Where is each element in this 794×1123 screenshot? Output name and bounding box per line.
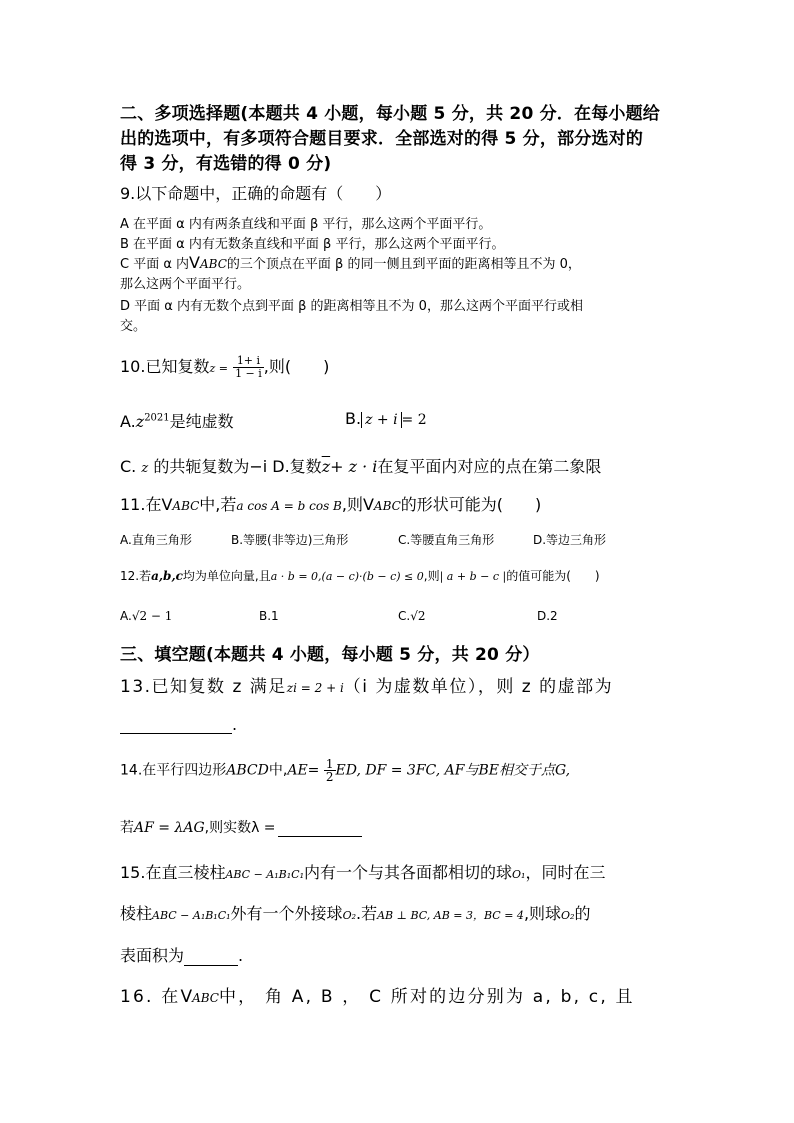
q10-b-label: B. bbox=[345, 409, 362, 428]
q11-abc2: ABC bbox=[373, 499, 401, 513]
q14-pre: 14.在平行四边形 bbox=[120, 762, 227, 779]
section3-heading: 三、填空题(本题共 4 小题，每小题 5 分，共 20 分） bbox=[120, 645, 540, 665]
q14-fraction-denominator: 2 bbox=[325, 770, 334, 784]
q11-option-b: B.等腰(非等边)三角形 bbox=[231, 533, 349, 547]
q13-post: （i 为虚数单位），则 z 的虚部为 bbox=[343, 677, 614, 697]
q9-option-c-line1 bbox=[120, 253, 581, 272]
q13-period: . bbox=[232, 715, 238, 734]
q10-options-cd bbox=[120, 454, 601, 477]
q10-fraction-numerator: 1+ i bbox=[233, 355, 264, 368]
q10-option-a bbox=[120, 409, 234, 432]
q15-o2-b: O₂ bbox=[561, 909, 575, 922]
q13-answer-blank[interactable] bbox=[120, 715, 232, 734]
q12-abs: | a + b − c | bbox=[439, 570, 507, 583]
q10-d-expr: + z · i bbox=[330, 457, 378, 476]
q15-condition-2: , AB = 3 bbox=[426, 909, 474, 922]
q14-fraction-numerator: 1 bbox=[325, 757, 334, 771]
q15-l2-pre: 棱柱 bbox=[120, 904, 153, 923]
q10-b-abs: z + i bbox=[361, 412, 401, 428]
q9-c-abc: ABC bbox=[200, 257, 227, 271]
q10-a-exponent: 2021 bbox=[144, 412, 170, 424]
q9-option-d-line2: 交。 bbox=[120, 319, 147, 334]
q11-mid1: 中,若 bbox=[199, 495, 237, 514]
q12-condition: a · b = 0,(a − c)·(b − c) ≤ 0 bbox=[270, 570, 424, 583]
q15-l2-prism: ABC − A₁B₁C₁ bbox=[152, 909, 231, 922]
q15-line3 bbox=[120, 943, 243, 966]
q12-c-value: √2 bbox=[410, 609, 426, 623]
q12-mid2: ,则 bbox=[423, 569, 440, 583]
q9-c-post: 的三个顶点在平面 β 的同一侧且到平面的距离相等且不为 0， bbox=[226, 257, 581, 272]
q10-fraction bbox=[233, 355, 264, 380]
q15-l3-pre: 表面积为 bbox=[120, 946, 185, 965]
q10-c-text: 的共轭复数为−i bbox=[153, 457, 268, 476]
q14-eq: = bbox=[307, 762, 320, 779]
q15-l2-then: ,则球 bbox=[523, 904, 562, 923]
section2-heading-line2: 出的选项中，有多项符合题目要求．全部选对的得 5 分，部分选对的 bbox=[120, 129, 644, 149]
q13-line2 bbox=[120, 715, 237, 734]
q11-option-d: D.等边三角形 bbox=[533, 533, 607, 547]
q15-condition-3: ，BC = 4 bbox=[473, 909, 524, 922]
q15-line1 bbox=[120, 860, 605, 883]
q10-d-label: D.复数 bbox=[272, 457, 322, 476]
triangle-symbol: V bbox=[161, 495, 173, 514]
q10-fraction-denominator: 1 − i bbox=[235, 367, 262, 380]
q12-stem bbox=[120, 567, 600, 584]
q16-line1 bbox=[120, 982, 635, 1007]
q16-pre: 16. 在 bbox=[120, 987, 181, 1007]
q15-o1: O₁ bbox=[512, 868, 526, 881]
triangle-symbol: V bbox=[189, 253, 200, 272]
q12-mid1: 均为单位向量,且 bbox=[182, 569, 271, 583]
q11-mid2: ,则 bbox=[341, 495, 363, 514]
q10-d-text: 在复平面内对应的点在第二象限 bbox=[377, 457, 602, 476]
q16-abc: ABC bbox=[192, 991, 219, 1005]
q14-line1 bbox=[120, 758, 570, 783]
q12-a-value: √2 − 1 bbox=[131, 609, 173, 623]
q11-pre: 11.在 bbox=[120, 495, 162, 514]
q15-l1-end: ，同时在三 bbox=[525, 863, 606, 882]
q15-o2: O₂ bbox=[342, 909, 356, 922]
q9-c-pre: C 平面 α 内 bbox=[120, 257, 190, 272]
q13-pre: 13.已知复数 z 满足 bbox=[120, 677, 287, 697]
q13-line1 bbox=[120, 672, 613, 697]
q10-option-b bbox=[345, 409, 427, 428]
q15-l2-if: .若 bbox=[356, 904, 378, 923]
triangle-symbol: V bbox=[362, 495, 374, 514]
q15-l3-post: . bbox=[238, 946, 244, 965]
q11-option-a: A.直角三角形 bbox=[120, 533, 192, 547]
q10-stem bbox=[120, 354, 329, 380]
q10-a-label: A. bbox=[120, 412, 136, 431]
q15-l2-end: 的 bbox=[574, 904, 591, 923]
q14-line2 bbox=[120, 817, 362, 837]
q12-option-d: D.2 bbox=[537, 609, 558, 623]
q15-answer-blank[interactable] bbox=[184, 949, 238, 966]
q9-option-d-line1: D 平面 α 内有无数个点到平面 β 的距离相等且不为 0，那么这两个平面平行或相 bbox=[120, 299, 583, 314]
q14-fraction bbox=[324, 758, 336, 783]
q10-b-eq: = 2 bbox=[401, 412, 427, 428]
q14-abcd: ABCD bbox=[226, 762, 269, 779]
q10-c-label: C. bbox=[120, 457, 137, 476]
q14-rest: , DF = 3FC, AF与BE相交于点G, bbox=[356, 762, 571, 779]
section2-heading-line1: 二、多项选择题(本题共 4 小题，每小题 5 分，共 20 分．在每小题给 bbox=[120, 104, 660, 124]
q15-line2 bbox=[120, 901, 590, 924]
q12-vectors: a,b,c bbox=[151, 569, 183, 583]
q9-option-c-line2: 那么这两个平面平行。 bbox=[120, 277, 251, 292]
q14-vector-ed: ED bbox=[335, 762, 357, 779]
q12-a-label: A. bbox=[120, 609, 132, 623]
q12-option-c bbox=[398, 609, 425, 623]
q12-option-b: B.1 bbox=[259, 609, 279, 623]
q15-l2-mid: 外有一个外接球 bbox=[230, 904, 343, 923]
q9-option-b: B 在平面 α 内有无数条直线和平面 β 平行，那么这两个平面平行。 bbox=[120, 237, 505, 252]
q10-a-z: z bbox=[135, 412, 145, 431]
q15-l1-pre: 15.在直三棱柱 bbox=[120, 863, 226, 882]
q10-d-zbar: $\overline{z}$ bbox=[321, 457, 331, 476]
q14-l2-equation: AF = λAG bbox=[134, 820, 205, 836]
q11-condition: a cos A = b cos B bbox=[236, 499, 342, 513]
q10-post: ,则( ) bbox=[263, 357, 330, 376]
q15-condition-1: AB ⊥ BC bbox=[377, 909, 427, 922]
q14-l2-post: ,则实数λ = bbox=[204, 820, 276, 836]
q14-mid: 中, bbox=[268, 762, 288, 779]
q12-post: 的值可能为( ) bbox=[506, 569, 600, 583]
q10-c-z: z bbox=[141, 461, 149, 476]
q10-a-text: 是纯虚数 bbox=[169, 412, 234, 431]
q11-option-c: C.等腰直角三角形 bbox=[398, 533, 495, 547]
q14-vector-ae: AE bbox=[287, 762, 308, 779]
q15-l1-post: 内有一个与其各面都相切的球 bbox=[303, 863, 512, 882]
q12-c-label: C. bbox=[398, 609, 411, 623]
q9-option-a: A 在平面 α 内有两条直线和平面 β 平行，那么这两个平面平行。 bbox=[120, 217, 492, 232]
q12-pre: 12.若 bbox=[120, 569, 152, 583]
q11-post: 的形状可能为( ) bbox=[400, 495, 542, 514]
q10-pre: 10.已知复数 bbox=[120, 357, 210, 376]
q12-option-a bbox=[120, 609, 172, 623]
q14-answer-blank[interactable] bbox=[278, 821, 362, 837]
section2-heading-line3: 得 3 分，有选错的得 0 分) bbox=[120, 154, 332, 174]
q11-stem bbox=[120, 492, 541, 515]
q15-l1-prism: ABC − A₁B₁C₁ bbox=[225, 868, 304, 881]
q9-stem: 9.以下命题中，正确的命题有（ ） bbox=[120, 184, 392, 203]
q10-z-eq: z = bbox=[209, 362, 228, 375]
q11-abc: ABC bbox=[172, 499, 200, 513]
q16-text: 中， 角 A, B ， C 所对的边分别为 a, b, c, 且 bbox=[218, 987, 635, 1007]
q13-equation: zi = 2 + i bbox=[286, 681, 344, 695]
q14-l2-pre: 若 bbox=[120, 820, 134, 836]
triangle-symbol: V bbox=[180, 987, 193, 1007]
